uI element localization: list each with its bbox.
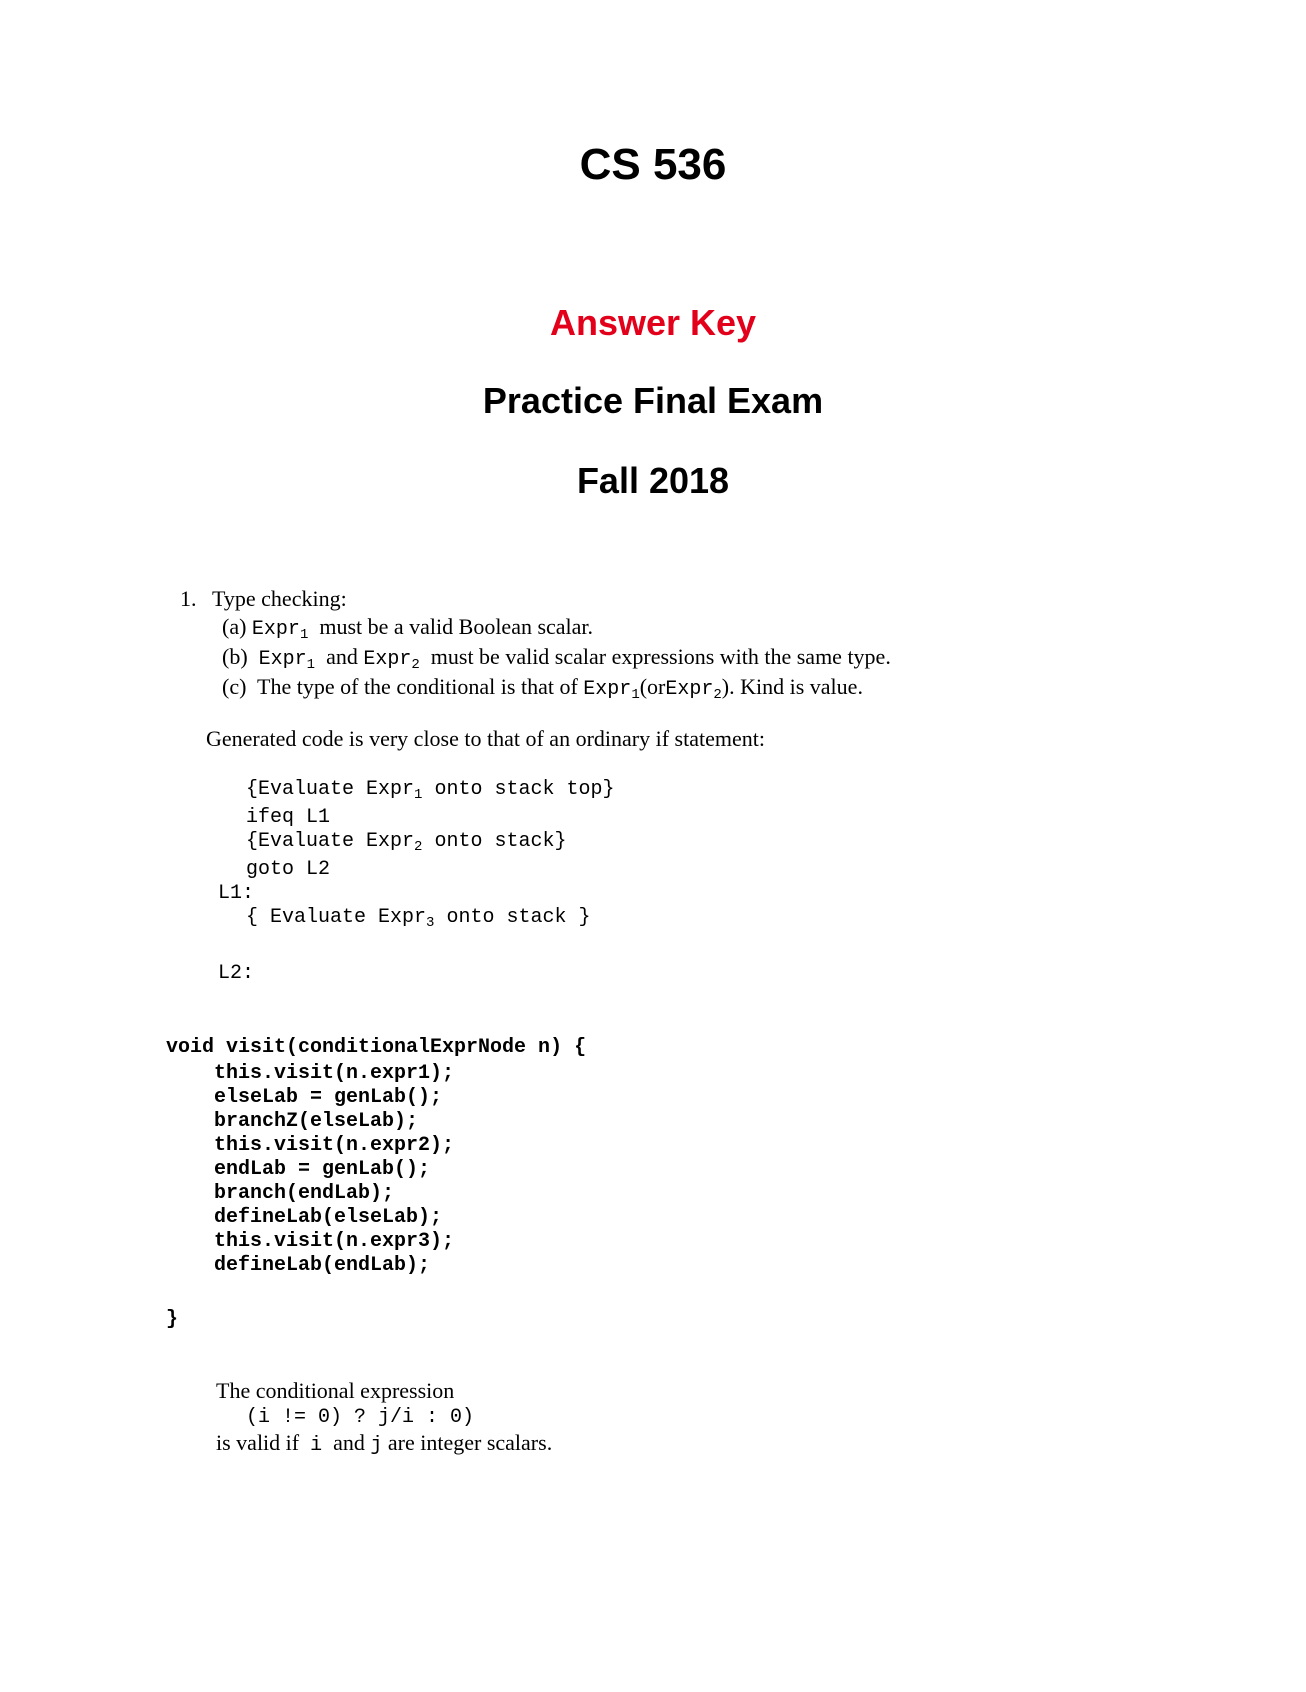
q1-part-c bbox=[222, 674, 863, 701]
visit-code-line: this.visit(n.expr1); bbox=[166, 1062, 455, 1085]
generated-code-intro: Generated code is very close to that of an ordinary if statement: bbox=[206, 726, 765, 751]
part-a-label: (a) bbox=[222, 614, 247, 639]
asm-line-3: {Evaluate Expr$_2$ onto stack} bbox=[246, 830, 567, 855]
part-b-label: (b) bbox=[222, 644, 248, 669]
exam-title: Practice Final Exam bbox=[482, 380, 824, 421]
q1-number: 1. bbox=[180, 586, 197, 611]
asm-line-4: goto L2 bbox=[246, 858, 331, 881]
q1-title: Type checking: bbox=[212, 586, 347, 611]
visit-code-line: } bbox=[166, 1308, 179, 1331]
part-b-code2: Expr$_2$ bbox=[363, 648, 420, 673]
visit-code-line: defineLab(elseLab); bbox=[166, 1206, 443, 1229]
asm-line-1: {Evaluate Expr$_1$ onto stack top} bbox=[246, 778, 615, 803]
closing-line-3: is valid if i and j are integer scalars. bbox=[216, 1430, 553, 1457]
var-i: i bbox=[310, 1434, 323, 1457]
part-b-code1: Expr$_1$ bbox=[258, 648, 316, 673]
asm-line-5: L1: bbox=[218, 882, 255, 905]
asm-line-6: { Evaluate Expr$_3$ onto stack } bbox=[246, 906, 591, 931]
asm-line-2: ifeq L1 bbox=[246, 806, 331, 829]
visit-code-line: this.visit(n.expr3); bbox=[166, 1230, 455, 1253]
visit-code-line: endLab = genLab(); bbox=[166, 1158, 431, 1181]
visit-code-line: this.visit(n.expr2); bbox=[166, 1134, 455, 1157]
closing-line-1: The conditional expression bbox=[216, 1378, 455, 1403]
var-j: j bbox=[370, 1434, 383, 1457]
part-a-code: Expr$_1$ bbox=[251, 618, 309, 643]
part-a-text: must be a valid Boolean scalar. bbox=[319, 614, 594, 639]
part-c-text2: (or bbox=[639, 674, 666, 699]
part-c-code1: Expr$_1$ bbox=[583, 678, 640, 703]
part-c-text3: ). Kind is value. bbox=[721, 674, 863, 699]
q1-part-a bbox=[222, 614, 593, 641]
visit-code-line: branch(endLab); bbox=[166, 1182, 395, 1205]
asm-line-7: L2: bbox=[218, 962, 255, 985]
visit-code-line: void visit(conditionalExprNode n) { bbox=[166, 1036, 587, 1059]
term-title: Fall 2018 bbox=[576, 460, 730, 501]
course-title: CS 536 bbox=[579, 140, 727, 189]
part-c-label: (c) bbox=[222, 674, 247, 699]
closing-expression: (i != 0) ? j/i : 0) bbox=[246, 1406, 475, 1429]
visit-code-line: branchZ(elseLab); bbox=[166, 1110, 419, 1133]
answer-key-title: Answer Key bbox=[549, 302, 757, 343]
part-b-text: must be valid scalar expressions with the same type. bbox=[430, 644, 891, 669]
part-c-code2: Expr$_2$ bbox=[665, 678, 722, 703]
part-b-and: and bbox=[326, 644, 358, 669]
part-c-text1: The type of the conditional is that of bbox=[257, 674, 578, 699]
visit-code-line: defineLab(endLab); bbox=[166, 1254, 431, 1277]
visit-code-line: elseLab = genLab(); bbox=[166, 1086, 443, 1109]
q1-part-b bbox=[222, 644, 891, 671]
